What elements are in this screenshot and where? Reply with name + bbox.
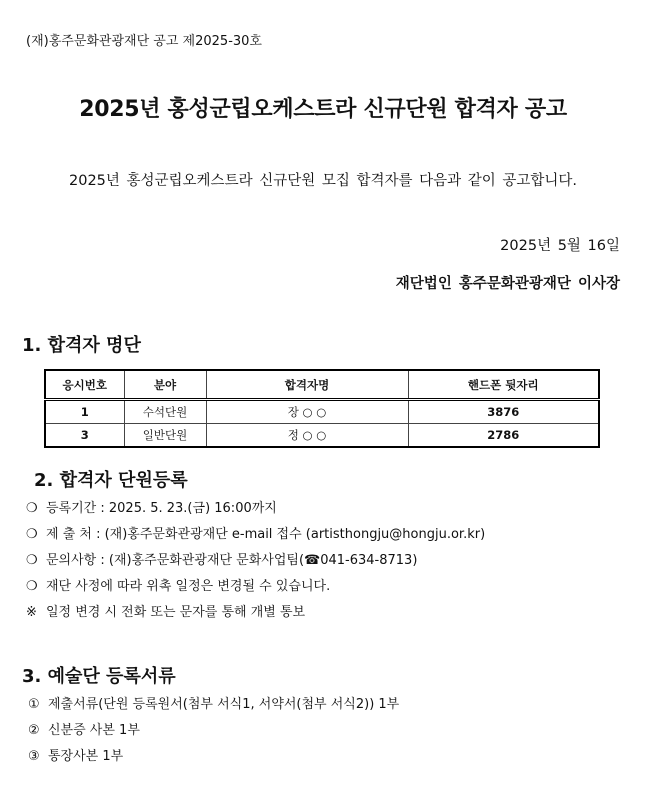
column-header-number: 응시번호 [45,370,124,400]
list-item [26,548,485,574]
table-row [45,400,599,424]
cell-phone: 2786 [408,424,599,448]
list-item-text: 신분증 사본 1부 [48,723,140,738]
circled-one-icon: ① [28,697,40,712]
list-item-text: 등록기간 : 2025. 5. 23.(금) 16:00까지 [46,501,277,516]
announcement-date: 2025년 5월 16일 [500,238,620,254]
list-item-text: 문의사항 : (재)홍주문화관광재단 문화사업팀(☎041-634-8713) [46,553,418,568]
cell-field: 일반단원 [124,424,206,448]
circled-two-icon: ② [28,723,40,738]
cell-name: 정 ○ ○ [206,424,408,448]
bullet-circle-icon: ❍ [26,527,38,542]
table-header-row [45,370,599,400]
cell-name: 장 ○ ○ [206,400,408,424]
list-item [28,692,399,718]
list-item [28,718,399,744]
cell-number: 3 [45,424,124,448]
list-item [26,600,485,626]
table-row [45,424,599,448]
bullet-circle-icon: ❍ [26,553,38,568]
document-number: (재)홍주문화관광재단 공고 제2025-30호 [26,34,262,49]
list-item-text: 일정 변경 시 전화 또는 문자를 통해 개별 통보 [46,605,306,620]
section-3-heading: 3. 예술단 등록서류 [22,666,176,687]
reference-mark-icon: ※ [26,605,37,620]
column-header-phone: 핸드폰 뒷자리 [408,370,599,400]
results-table [44,369,600,448]
section-1-heading: 1. 합격자 명단 [22,335,141,356]
cell-field: 수석단원 [124,400,206,424]
list-item-text: 통장사본 1부 [48,749,124,764]
registration-info-list [26,496,485,626]
bullet-circle-icon: ❍ [26,501,38,516]
documents-list [28,692,399,770]
issuer-name: 재단법인 홍주문화관광재단 이사장 [395,276,620,292]
list-item [26,496,485,522]
list-item-text: 재단 사정에 따라 위촉 일정은 변경될 수 있습니다. [46,579,331,594]
circled-three-icon: ③ [28,749,40,764]
cell-phone: 3876 [408,400,599,424]
column-header-field: 분야 [124,370,206,400]
list-item [26,574,485,600]
list-item [28,744,399,770]
page-title: 2025년 홍성군립오케스트라 신규단원 합격자 공고 [79,97,567,122]
section-2-heading: 2. 합격자 단원등록 [34,470,188,491]
list-item-text: 제 출 처 : (재)홍주문화관광재단 e-mail 접수 (artisthongju@hongju.or.kr) [46,527,486,542]
list-item [26,522,485,548]
bullet-circle-icon: ❍ [26,579,38,594]
column-header-name: 합격자명 [206,370,408,400]
intro-text: 2025년 홍성군립오케스트라 신규단원 모집 합격자를 다음과 같이 공고합니다. [69,173,577,189]
list-item-text: 제출서류(단원 등록원서(첨부 서식1, 서약서(첨부 서식2)) 1부 [48,697,400,712]
cell-number: 1 [45,400,124,424]
